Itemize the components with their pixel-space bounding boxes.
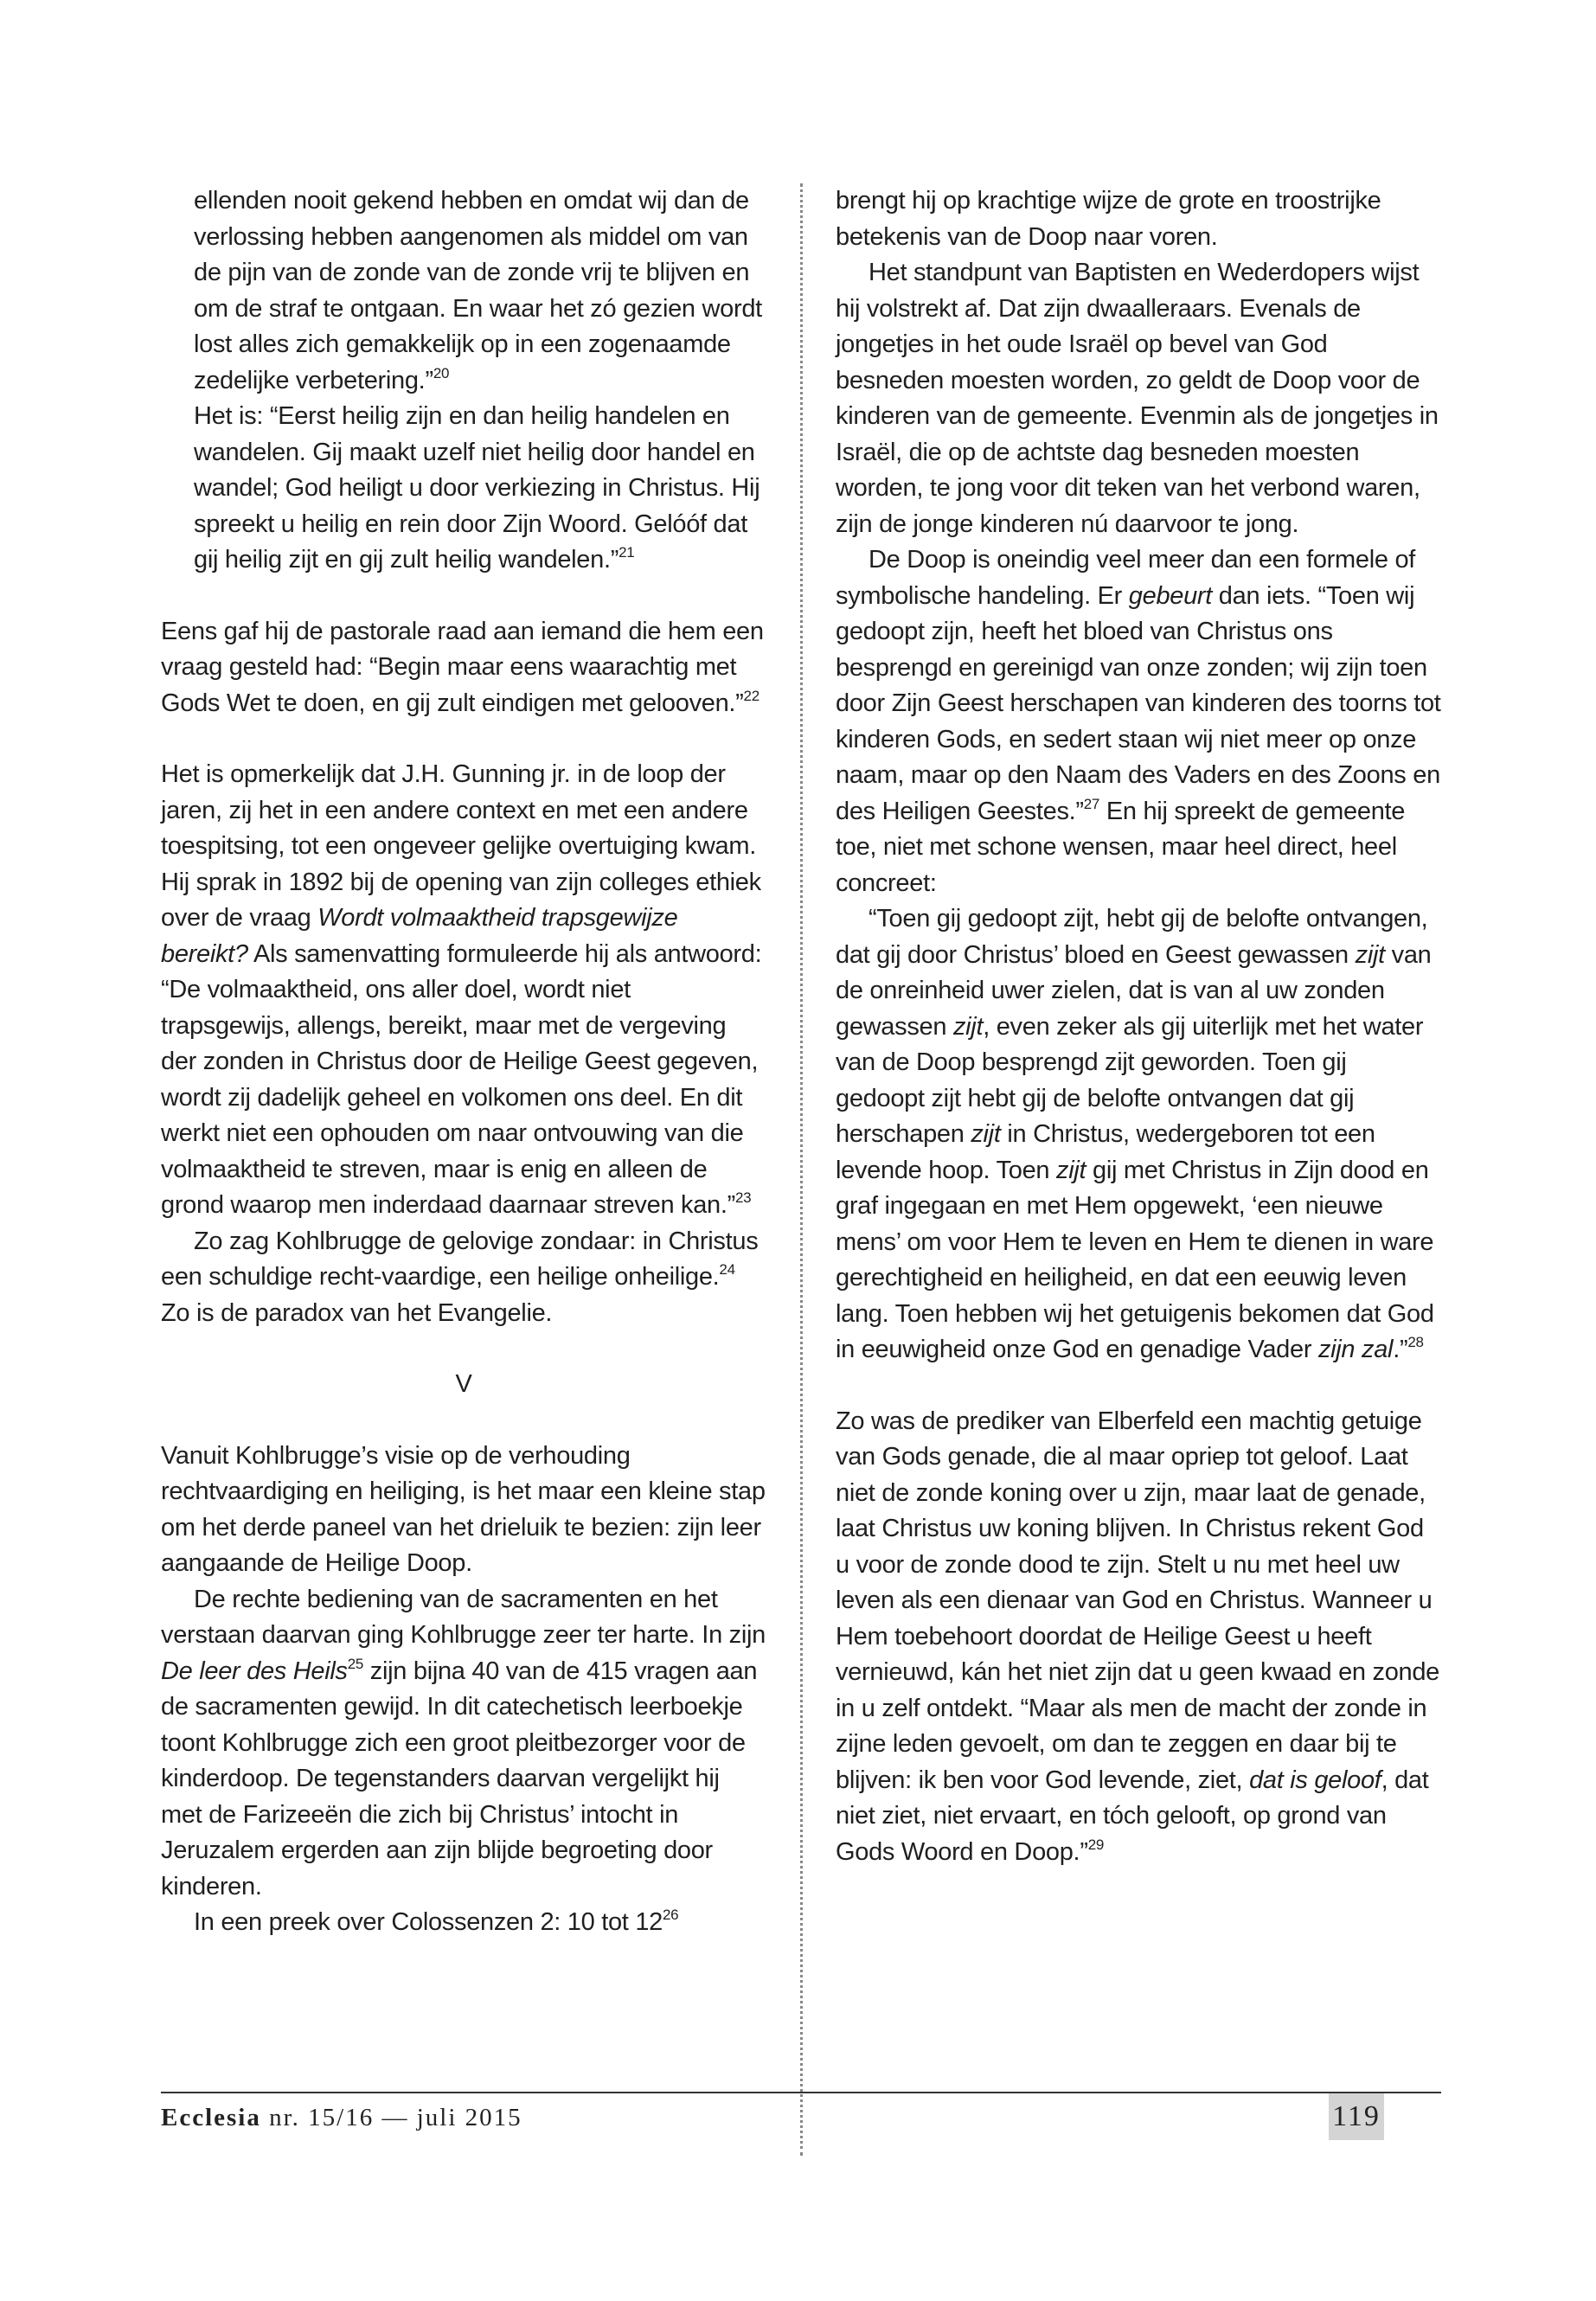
footnote-ref: 26 <box>662 1907 679 1923</box>
block-quote-2: Het is: “Eerst heilig zijn en dan heilig handelen en wandelen. Gij maakt uzelf niet heilig door handel en wandel; God heiligt u door verkiezing in Christus. Hij spreekt u heilig en rein door Zijn Woord. Gelóóf dat gij heilig zijt en gij zult heilig wandelen.”$^{21}$ <box>194 402 760 574</box>
footnote-ref: 28 <box>1407 1334 1424 1350</box>
paragraph-elberfeld: Zo was de prediker van Elberfeld een machtig getuige van Gods genade, die al maar opriep tot geloof. Laat niet de zonde koning over u zijn, maar laat de genade, laat Christus uw koning blijven. In Christus rekent God u voor de zonde dood te zijn. Stelt u nu met heel uw leven als een dienaar van God en Christus. Wanneer u Hem toebehoort doordat de Heilige Geest u heeft vernieuwd, kán het niet zijn dat u geen kwaad en zonde in u zelf ontdekt. “Maar als men de macht der zonde in zijne leden gevoelt, om dan te zeggen en daar bij te blijven: ik ben voor God levende, ziet, dat is geloof, dat niet ziet, niet ervaart, en tóch gelooft, op grond van Gods Woord en Doop.”$^{29}$ <box>836 1407 1440 1866</box>
footnote-ref: 22 <box>743 687 760 704</box>
footnote-ref: 21 <box>619 544 635 561</box>
block-quote-1: ellenden nooit gekend hebben en omdat wij dan de verlossing hebben aangenomen als middel om van de pijn van de zonde van de zonde vrij te blijven en om de straf te ontgaan. En waar het zó gezien wordt lost alles zich gemakkelijk op in een zogenaamde zedelijke verbetering.”$^{20}$ <box>194 187 762 394</box>
column-divider <box>800 183 803 2156</box>
paragraph-meer: De Doop is oneindig veel meer dan een formele of symbolische handeling. Er gebeurt dan iets. “Toen wij gedoopt zijn, heeft het bloed van Christus ons besprengd en gereinigd van onze zonden; wij zijn toen door Zijn Geest herschapen van kinderen des toorns tot kinderen Gods, en sedert staan wij niet meer op onze naam, maar op den Naam des Vaders en des Zoons en des Heiligen Geestes.”$^{27}$ En hij spreekt de gemeente toe, niet met schone wensen, maar heel direct, heel concreet: <box>836 546 1441 897</box>
paragraph-brengt: brengt hij op krachtige wijze de grote en troostrijke betekenis van de Doop naar voren. <box>836 187 1381 251</box>
footnote-ref: 24 <box>719 1261 735 1278</box>
issue-info: nr. 15/16 — juli 2015 <box>269 2104 522 2131</box>
page-number: 119 <box>1329 2093 1384 2140</box>
footnote-ref: 25 <box>347 1655 364 1672</box>
footer-rule <box>161 2092 1441 2093</box>
paragraph-toen: “Toen gij gedoopt zijt, hebt gij de belofte ontvangen, dat gij door Christus’ bloed en Geest gewassen zijt van de onreinheid uwer zielen, dat is van al uw zonden gewassen zijt, even zeker als gij uiterlijk met het water van de Doop besprengd zijt geworden. Toen gij gedoopt zijt hebt gij de belofte ontvangen dat gij herschapen zijt in Christus, wedergeboren tot een levende hoop. Toen zijt gij met Christus in Zijn dood en graf ingegaan en met Hem opgewekt, ‘een nieuwe mens’ om voor Hem te leven en Hem te dienen in ware gerechtigheid en heiligheid, en dat een eeuwig leven lang. Toen hebben wij het getuigenis bekomen dat God in eeuwigheid onze God en genadige Vader zijn zal.”$^{28}$ <box>836 905 1434 1363</box>
paragraph-doop: Vanuit Kohlbrugge’s visie op de verhouding rechtvaardiging en heiliging, is het maar een kleine stap om het derde paneel van het drieluik te bezien: zijn leer aangaande de Heilige Doop. <box>161 1441 766 1577</box>
footer-citation <box>161 2104 522 2132</box>
footnote-ref: 27 <box>1083 795 1100 812</box>
paragraph-baptisten: Het standpunt van Baptisten en Wederdopers wijst hij volstrekt af. Dat zijn dwaalleraars. Evenals de jongetjes in het oude Israël op bevel van God besneden moesten worden, zo geldt de Doop voor de kinderen van de gemeente. Evenmin als de jongetjes in Israël, die op de achtste dag besneden moesten worden, te jong voor dit teken van het verbond waren, zijn de jonge kinderen nú daarvoor te jong. <box>836 259 1439 538</box>
paragraph-sacramenten: De rechte bediening van de sacramenten en het verstaan daarvan ging Kohlbrugge zeer ter harte. In zijn De leer des Heils$^{25}$ zijn bijna 40 van de 415 vragen aan de sacramenten gewijd. In dit catechetisch leerboekje toont Kohlbrugge zich een groot pleitbezorger voor de kinderdoop. De tegenstanders daarvan vergelijkt hij met de Farizeeën die zich bij Christus’ intocht in Jeruzalem ergerden aan zijn blijde begroeting door kinderen. <box>161 1585 766 1900</box>
footnote-ref: 23 <box>735 1189 752 1206</box>
footnote-ref: 20 <box>433 364 450 381</box>
right-column <box>836 183 1441 1870</box>
left-column <box>161 183 766 1941</box>
paragraph-gunning: Het is opmerkelijk dat J.H. Gunning jr. in de loop der jaren, zij het in een andere context en met een andere toespitsing, tot een ongeveer gelijke overtuiging kwam. Hij sprak in 1892 bij de opening van zijn colleges ethiek over de vraag Wordt volmaaktheid trapsgewijze bereikt? Als samenvatting formuleerde hij als antwoord: “De volmaaktheid, ons aller doel, wordt niet trapsgewijs, allengs, bereikt, maar met de vergeving der zonden in Christus door de Heilige Geest gegeven, wordt zij dadelijk geheel en volkomen ons deel. En dit werkt niet een ophouden om naar ontvouwing van die volmaaktheid te streven, maar is enig en alleen de grond waarop men inderdaad daarnaar streven kan.”$^{23}$ <box>161 760 762 1219</box>
paragraph-preek: In een preek over Colossenzen 2: 10 tot $12^{26}$ <box>194 1907 679 1936</box>
footnote-ref: 29 <box>1087 1836 1104 1853</box>
paragraph-advice: Eens gaf hij de pastorale raad aan iemand die hem een vraag gesteld had: “Begin maar eens waarachtig met Gods Wet te doen, en gij zult eindigen met gelooven.”$^{22}$ <box>161 617 764 717</box>
magazine-name: Ecclesia <box>161 2104 261 2131</box>
section-heading: V <box>455 1370 472 1398</box>
paragraph-zondaar: Zo zag Kohlbrugge de gelovige zondaar: in Christus een schuldige recht-vaardige, een heilige onheilige.$^{24}$ Zo is de paradox van het Evangelie. <box>161 1227 759 1327</box>
